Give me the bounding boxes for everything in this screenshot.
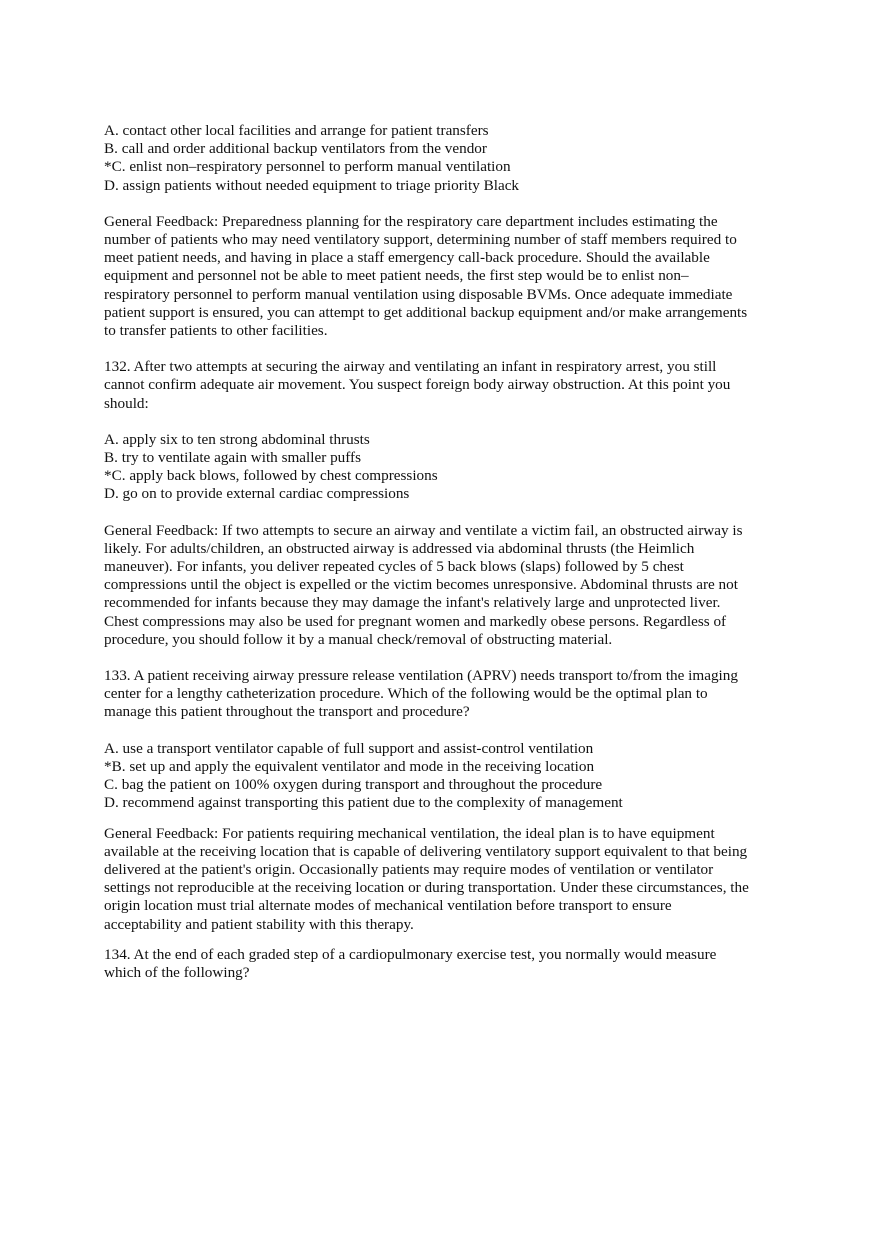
feedback-line: recommended for infants because they may damage the infant's relatively large and unprotected liver. bbox=[104, 594, 721, 612]
feedback-line: General Feedback: If two attempts to secure an airway and ventilate a victim fail, an obstructed airway is bbox=[104, 521, 743, 539]
option-c: C. bag the patient on 100% oxygen during transport and throughout the procedure bbox=[104, 776, 603, 794]
option-d: D. go on to provide external cardiac compressions bbox=[104, 485, 410, 503]
feedback-line: General Feedback: For patients requiring mechanical ventilation, the ideal plan is to have equipment bbox=[104, 824, 715, 842]
feedback-line: General Feedback: Preparedness planning for the respiratory care department includes estimating the bbox=[104, 212, 718, 230]
feedback-line: to transfer patients to other facilities. bbox=[104, 322, 328, 340]
feedback-line: origin location must trial alternate modes of mechanical ventilation before transport to ensure bbox=[104, 897, 672, 915]
feedback-133 bbox=[104, 825, 784, 934]
answer-options-133 bbox=[104, 740, 784, 813]
feedback-line: equipment and personnel not be able to meet patient needs, the first step would be to enlist non– bbox=[104, 267, 689, 285]
option-a: A. contact other local facilities and arrange for patient transfers bbox=[104, 122, 489, 139]
feedback-line: available at the receiving location that is capable of delivering ventilatory support equivalent to that being bbox=[104, 842, 748, 860]
option-b: B. try to ventilate again with smaller puffs bbox=[104, 449, 362, 467]
feedback-line: number of patients who may need ventilatory support, determining number of staff members required to bbox=[104, 231, 737, 249]
document-page bbox=[104, 122, 784, 982]
feedback-132 bbox=[104, 522, 784, 649]
option-c-correct: *C. enlist non–respiratory personnel to perform manual ventilation bbox=[104, 158, 511, 176]
option-a: A. apply six to ten strong abdominal thrusts bbox=[104, 430, 370, 448]
question-134 bbox=[104, 946, 784, 982]
feedback-line: patient support is ensured, you can attempt to get additional backup equipment and/or make arrangements bbox=[104, 303, 748, 321]
option-c-correct: *C. apply back blows, followed by chest compressions bbox=[104, 467, 438, 485]
answer-options-131 bbox=[104, 122, 784, 195]
answer-options-132 bbox=[104, 431, 784, 504]
feedback-line: settings not reproducible at the receiving location or during transportation. Under these circumstances, the bbox=[104, 879, 749, 897]
question-line: 134. At the end of each graded step of a cardiopulmonary exercise test, you normally would measure bbox=[104, 945, 717, 963]
feedback-line: acceptability and patient stability with this therapy. bbox=[104, 915, 414, 933]
option-b-correct: *B. set up and apply the equivalent ventilator and mode in the receiving location bbox=[104, 757, 595, 775]
option-a: A. use a transport ventilator capable of full support and assist-control ventilation bbox=[104, 739, 594, 757]
feedback-131 bbox=[104, 213, 784, 340]
option-d: D. assign patients without needed equipment to triage priority Black bbox=[104, 176, 520, 194]
feedback-line: respiratory personnel to perform manual ventilation using disposable BVMs. Once adequate immediate bbox=[104, 285, 733, 303]
option-d: D. recommend against transporting this patient due to the complexity of management bbox=[104, 794, 623, 812]
feedback-line: delivered at the patient's origin. Occasionally patients may require modes of ventilation or ventilator bbox=[104, 860, 714, 878]
feedback-line: maneuver). For infants, you deliver repeated cycles of 5 back blows (slaps) followed by 5 chest bbox=[104, 558, 684, 576]
feedback-line: compressions until the object is expelled or the victim becomes unresponsive. Abdominal thrusts are not bbox=[104, 576, 738, 594]
question-133 bbox=[104, 667, 784, 722]
question-line: 133. A patient receiving airway pressure release ventilation (APRV) needs transport to/from the imaging bbox=[104, 667, 738, 685]
option-b: B. call and order additional backup ventilators from the vendor bbox=[104, 140, 487, 158]
feedback-line: Chest compressions may also be used for pregnant women and markedly obese persons. Regardless of bbox=[104, 612, 727, 630]
question-line: manage this patient throughout the transport and procedure? bbox=[104, 703, 470, 721]
question-line: should: bbox=[104, 394, 149, 412]
feedback-line: procedure, you should follow it by a manual check/removal of obstructing material. bbox=[104, 630, 613, 648]
question-line: center for a lengthy catheterization procedure. Which of the following would be the optimal plan to bbox=[104, 685, 708, 703]
question-line: 132. After two attempts at securing the airway and ventilating an infant in respiratory arrest, you still bbox=[104, 358, 717, 376]
question-line: which of the following? bbox=[104, 963, 250, 981]
question-line: cannot confirm adequate air movement. You suspect foreign body airway obstruction. At this point you bbox=[104, 376, 731, 394]
feedback-line: likely. For adults/children, an obstructed airway is addressed via abdominal thrusts (the Heimlich bbox=[104, 539, 695, 557]
feedback-line: meet patient needs, and having in place a staff emergency call-back procedure. Should the available bbox=[104, 249, 710, 267]
question-132 bbox=[104, 358, 784, 413]
